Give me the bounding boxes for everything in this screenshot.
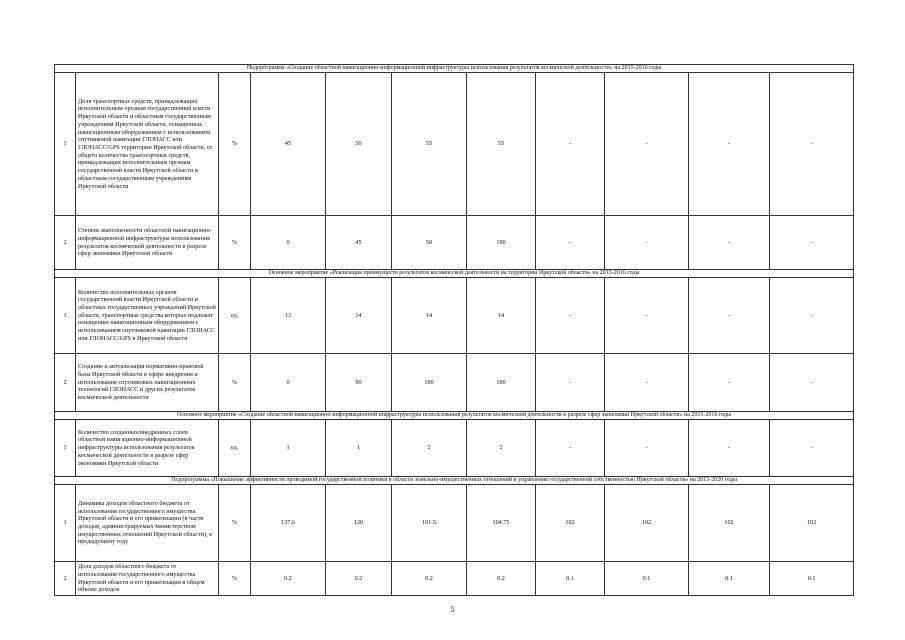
indicator-description: Количество исполнительных органов государственной власти Иркутской области и областных государственных учреждений Иркутской области, транспортные средства которых подлежат оснащению навигационным оборудованием с использованием спутниковой навигации ГЛОНАСС или ГЛОНАСС/GPS в Иркутской области — [76, 278, 219, 354]
value-cell: 0.2 — [392, 562, 467, 596]
row-number: 2 — [55, 562, 76, 596]
value-cell: 2 — [392, 420, 467, 477]
table-row — [55, 278, 854, 354]
value-cell: 0 — [251, 354, 326, 412]
value-cell: - — [689, 216, 770, 270]
row-number: 1 — [55, 73, 76, 216]
value-cell: 0.1 — [770, 562, 854, 596]
row-number: 1 — [55, 278, 76, 354]
value-cell: - — [770, 420, 854, 477]
indicators-table — [54, 64, 854, 596]
value-cell: 0.2 — [467, 562, 536, 596]
value-cell: - — [689, 354, 770, 412]
value-cell: 50 — [326, 73, 392, 216]
indicator-description: Доля транспортных средств, принадлежащих исполнительным органам государственной власти Иркутской области и областным государственным учреждениям Иркутской области, оснащенных навигационным оборудованием с использованием спутниковой навигации ГЛОНАСС или ГЛОНАСС/GPS территории Иркутской области, от общего количества транспортных средств, принадлежащих исполнительным органам государственной власти Иркутской области и областным государственным учреждениям Иркутской области — [76, 73, 219, 216]
value-cell: - — [770, 216, 854, 270]
value-cell: - — [605, 278, 689, 354]
value-cell: - — [536, 73, 605, 216]
value-cell: 102 — [536, 485, 605, 562]
value-cell: - — [536, 420, 605, 477]
value-cell: 45 — [326, 216, 392, 270]
unit-cell: % — [219, 216, 251, 270]
value-cell: 101.5 — [392, 485, 467, 562]
value-cell: 102 — [770, 485, 854, 562]
value-cell: 137.6 — [251, 485, 326, 562]
value-cell: - — [536, 354, 605, 412]
value-cell: - — [536, 278, 605, 354]
section-header-row — [55, 270, 854, 278]
value-cell: 13 — [251, 278, 326, 354]
unit-cell: ед. — [219, 278, 251, 354]
section-header: Подпрограмма «Повышение эффективности проводимой государственной политики в области земельно-имущественных отношений и управления государственной собственностью Иркутской области» на 2015-2020 годы — [55, 477, 854, 485]
unit-cell: % — [219, 562, 251, 596]
indicator-description: Динамика доходов областного бюджета от использования государственного имущества Иркутской области и его приватизации (в части доходов, администрируемых министерством имущественных отношений Иркутской области), к предыдущему году — [76, 485, 219, 562]
value-cell: 1 — [251, 420, 326, 477]
section-header: Основное мероприятие «Реализация преимуществ результатов космической деятельности на территории Иркутской области» на 2015-2016 годы — [55, 270, 854, 278]
unit-cell: % — [219, 354, 251, 412]
value-cell: 0.1 — [605, 562, 689, 596]
row-number: 1 — [55, 485, 76, 562]
row-number: 2 — [55, 216, 76, 270]
value-cell: 0 — [251, 216, 326, 270]
section-header: Подпрограмма «Создание областной навигационно-информационной инфраструктуры использования результатов космической деятельности» на 2015-2016 годы — [55, 65, 854, 73]
section-header: Основное мероприятие «Создание областной навигационно-информационной инфраструктуры использования результатов космической деятельности в разрезе сфер экономики Иркутской области» на 2015-2016 годы — [55, 412, 854, 420]
table-row — [55, 420, 854, 477]
section-header-row — [55, 65, 854, 73]
value-cell: - — [605, 216, 689, 270]
unit-cell: % — [219, 73, 251, 216]
value-cell: 55 — [467, 73, 536, 216]
indicator-description: Доля доходов областного бюджета от использования государственного имущества Иркутской области и его приватизации в общем объеме доходов — [76, 562, 219, 596]
value-cell: 14 — [467, 278, 536, 354]
value-cell: 14 — [326, 278, 392, 354]
row-number: 1 — [55, 420, 76, 477]
value-cell: 0.1 — [689, 562, 770, 596]
page-number: 5 — [450, 605, 455, 614]
table-row — [55, 485, 854, 562]
value-cell: - — [770, 73, 854, 216]
value-cell: 55 — [392, 73, 467, 216]
value-cell: - — [689, 73, 770, 216]
value-cell: 90 — [326, 354, 392, 412]
unit-cell: % — [219, 485, 251, 562]
value-cell: 100 — [467, 216, 536, 270]
unit-cell: ед. — [219, 420, 251, 477]
value-cell: - — [605, 73, 689, 216]
indicator-description: Количество созданных/внедренных слоев областной навигационно-информационной инфраструктуры использования результатов космической деятельности в разрезе сфер экономики Иркутской области — [76, 420, 219, 477]
value-cell: - — [770, 278, 854, 354]
value-cell: 2 — [467, 420, 536, 477]
value-cell: 45 — [251, 73, 326, 216]
value-cell: 104.75 — [467, 485, 536, 562]
value-cell: - — [689, 420, 770, 477]
indicator-description: Степень выполненности областной навигационно-информационной инфраструктуры использования результатов космической деятельности в разрезе сфер экономики Иркутской области — [76, 216, 219, 270]
value-cell: 0.2 — [326, 562, 392, 596]
value-cell: 100 — [467, 354, 536, 412]
value-cell: 120 — [326, 485, 392, 562]
table-row — [55, 354, 854, 412]
section-header-row — [55, 477, 854, 485]
value-cell: - — [605, 420, 689, 477]
value-cell: 102 — [605, 485, 689, 562]
value-cell: - — [536, 216, 605, 270]
table-row — [55, 216, 854, 270]
value-cell: 102 — [689, 485, 770, 562]
value-cell: 0.2 — [251, 562, 326, 596]
value-cell: - — [689, 278, 770, 354]
value-cell: 100 — [392, 354, 467, 412]
table-body — [55, 65, 854, 596]
indicator-description: Создание и актуализация нормативно-правовой базы Иркутской области в сфере внедрения и использования спутниковых навигационных технологий ГЛОНАСС и других результатов космической деятельности — [76, 354, 219, 412]
table-row — [55, 73, 854, 216]
row-number: 2 — [55, 354, 76, 412]
section-header-row — [55, 412, 854, 420]
value-cell: 0.1 — [536, 562, 605, 596]
value-cell: - — [605, 354, 689, 412]
value-cell: 50 — [392, 216, 467, 270]
table-row — [55, 562, 854, 596]
value-cell: 14 — [392, 278, 467, 354]
value-cell: 1 — [326, 420, 392, 477]
value-cell: - — [770, 354, 854, 412]
